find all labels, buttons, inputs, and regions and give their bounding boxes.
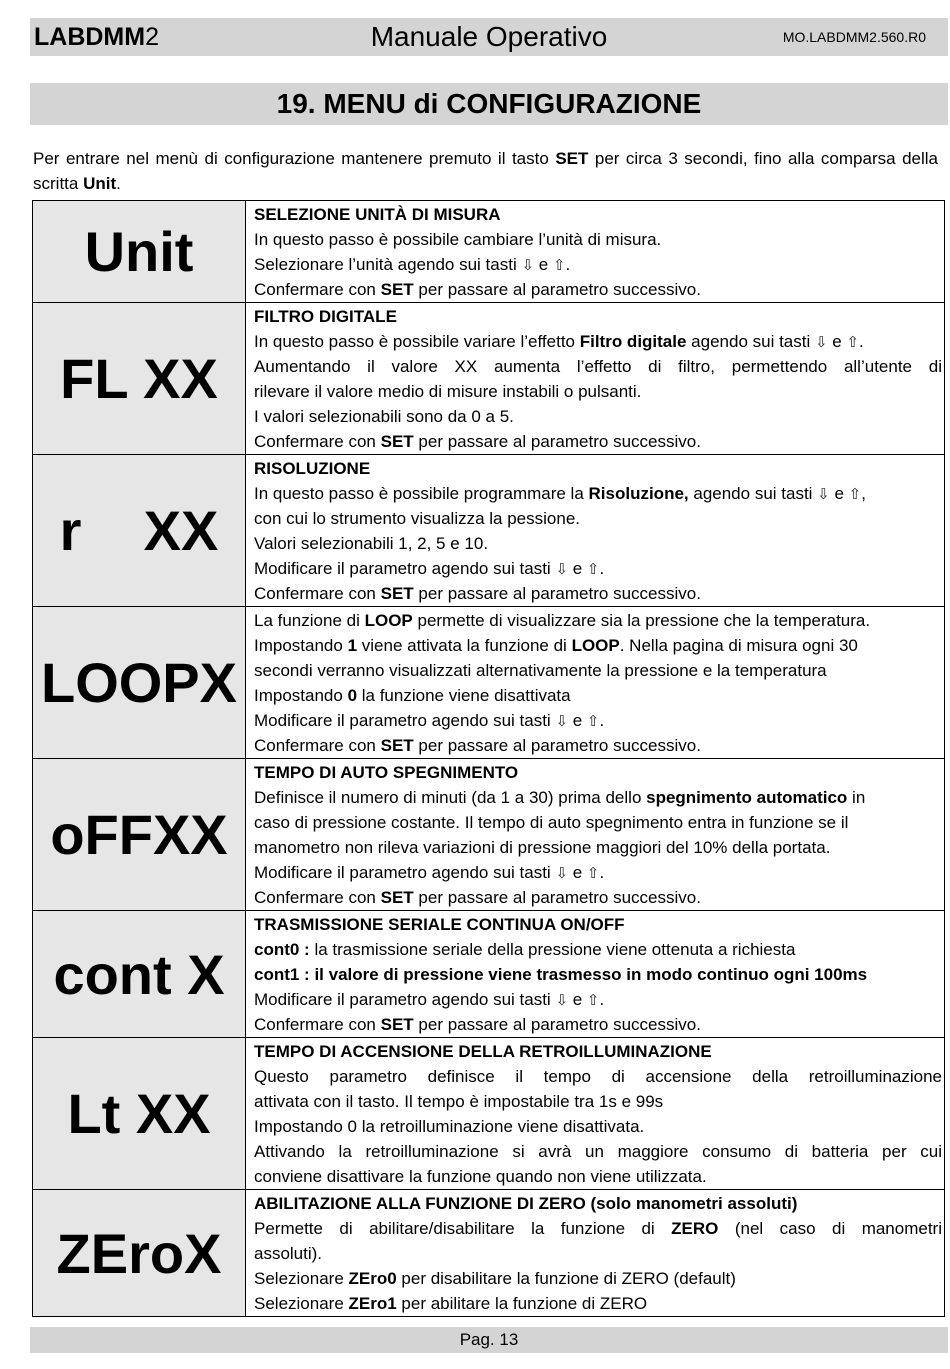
up-arrow-key-icon: ⇧ [586,992,600,1009]
parameter-description: TRASMISSIONE SERIALE CONTINUA ON/OFF cont0 : la trasmissione seriale della pressione viene ottenuta a richiesta cont1 : il valore di pressione viene trasmesso in modo continuo ogni 100ms Modificare il parametro agendo sui tasti ⇩ e ⇧. Confermare con SET per passare al parametro successivo. [246,911,945,1038]
manual-title: Manuale Operativo [370,21,608,52]
table-row [33,1038,945,1190]
down-arrow-key-icon: ⇩ [555,992,569,1009]
up-arrow-key-icon: ⇧ [586,561,600,578]
up-arrow-key-icon: ⇧ [848,486,862,503]
display-code: ZEroX [33,1190,246,1317]
up-arrow-key-icon: ⇧ [846,334,860,351]
parameter-title: FILTRO DIGITALE [254,307,397,326]
display-code: Unit [33,201,246,303]
table-row [33,607,945,759]
display-code: FL XX [33,303,246,455]
parameter-description: TEMPO DI AUTO SPEGNIMENTO Definisce il numero di minuti (da 1 a 30) prima dello spegnimento automatico in caso di pressione costante. Il tempo di auto spegnimento entra in funzione se il manometro non rileva variazioni di pressione maggiori del 10% della portata. Modificare il parametro agendo sui tasti ⇩ e ⇧. Confermare con SET per passare al parametro successivo. [246,759,945,911]
table-row [33,759,945,911]
parameter-description: ABILITAZIONE ALLA FUNZIONE DI ZERO (solo manometri assoluti) Permette di abilitare/disabilitare la funzione di ZERO (nel caso di manometri assoluti). Selezionare ZEro0 per disabilitare la funzione di ZERO (default) Selezionare ZEro1 per abilitare la funzione di ZERO [246,1190,945,1317]
config-menu-table [32,200,945,1317]
table-row [33,303,945,455]
down-arrow-key-icon: ⇩ [521,257,535,274]
parameter-title: SELEZIONE UNITÀ DI MISURA [254,205,501,224]
page-footer [30,1327,948,1353]
table-row [33,455,945,607]
page-number: Pag. 13 [459,1330,519,1349]
up-arrow-key-icon: ⇧ [586,713,600,730]
up-arrow-key-icon: ⇧ [586,865,600,882]
parameter-description: TEMPO DI ACCENSIONE DELLA RETROILLUMINAZIONE Questo parametro definisce il tempo di accensione della retroilluminazione attivata con il tasto. Il tempo è impostabile tra 1s e 99s Impostando 0 la retroilluminazione viene disattivata. Attivando la retroilluminazione si avrà un maggiore consumo di batteria per cui conviene disattivare la funzione quando non viene utilizzata. [246,1038,945,1190]
up-arrow-key-icon: ⇧ [552,257,566,274]
down-arrow-key-icon: ⇩ [814,334,828,351]
down-arrow-key-icon: ⇩ [555,713,569,730]
parameter-title: TEMPO DI ACCENSIONE DELLA RETROILLUMINAZIONE [254,1042,712,1061]
parameter-description: FILTRO DIGITALE In questo passo è possibile variare l’effetto Filtro digitale agendo sui tasti ⇩ e ⇧. Aumentando il valore XX aumenta l’effetto di filtro, permettendo all’utente di rilevare il valore medio di misure instabili o pulsanti. I valori selezionabili sono da 0 a 5. Confermare con SET per passare al parametro successivo. [246,303,945,455]
parameter-description: SELEZIONE UNITÀ DI MISURA In questo passo è possibile cambiare l’unità di misura. Selezionare l’unità agendo sui tasti ⇩ e ⇧. Confermare con SET per passare al parametro successivo. [246,201,945,303]
table-row [33,201,945,303]
display-code: cont X [33,911,246,1038]
down-arrow-key-icon: ⇩ [817,486,830,503]
intro-paragraph: Per entrare nel menù di configurazione mantenere premuto il tasto SET per circa 3 secondi, fino alla comparsa della scritta Unit. [33,149,938,193]
parameter-title: ABILITAZIONE ALLA FUNZIONE DI ZERO (solo manometri assoluti) [254,1194,798,1213]
display-code: oFFXX [33,759,246,911]
section-title: 19. MENU di CONFIGURAZIONE [30,83,948,125]
down-arrow-key-icon: ⇩ [555,865,569,882]
parameter-description: La funzione di LOOP permette di visualizzare sia la pressione che la temperatura. Impostando 1 viene attivata la funzione di LOOP. Nella pagina di misura ogni 30 secondi verranno visualizzati alternativamente la pressione e la temperatura Impostando 0 la funzione viene disattivata Modificare il parametro agendo sui tasti ⇩ e ⇧. Confermare con SET per passare al parametro successivo. [246,607,945,759]
parameter-description: RISOLUZIONE In questo passo è possibile programmare la Risoluzione, agendo sui tasti ⇩ e ⇧, con cui lo strumento visualizza la pessione. Valori selezionabili 1, 2, 5 e 10. Modificare il parametro agendo sui tasti ⇩ e ⇧. Confermare con SET per passare al parametro successivo. [246,455,945,607]
parameter-title: TEMPO DI AUTO SPEGNIMENTO [254,763,519,782]
display-code: Lt XX [33,1038,246,1190]
display-code: LOOPX [33,607,246,759]
table-row [33,1190,945,1317]
down-arrow-key-icon: ⇩ [555,561,569,578]
page-header [30,18,948,56]
table-row [33,911,945,1038]
product-name: LABDMM2 [34,23,159,51]
parameter-title: TRASMISSIONE SERIALE CONTINUA ON/OFF [254,915,625,934]
display-code: r XX [33,455,246,607]
document-code: MO.LABDMM2.560.R0 [782,29,926,45]
parameter-title: RISOLUZIONE [254,459,371,478]
